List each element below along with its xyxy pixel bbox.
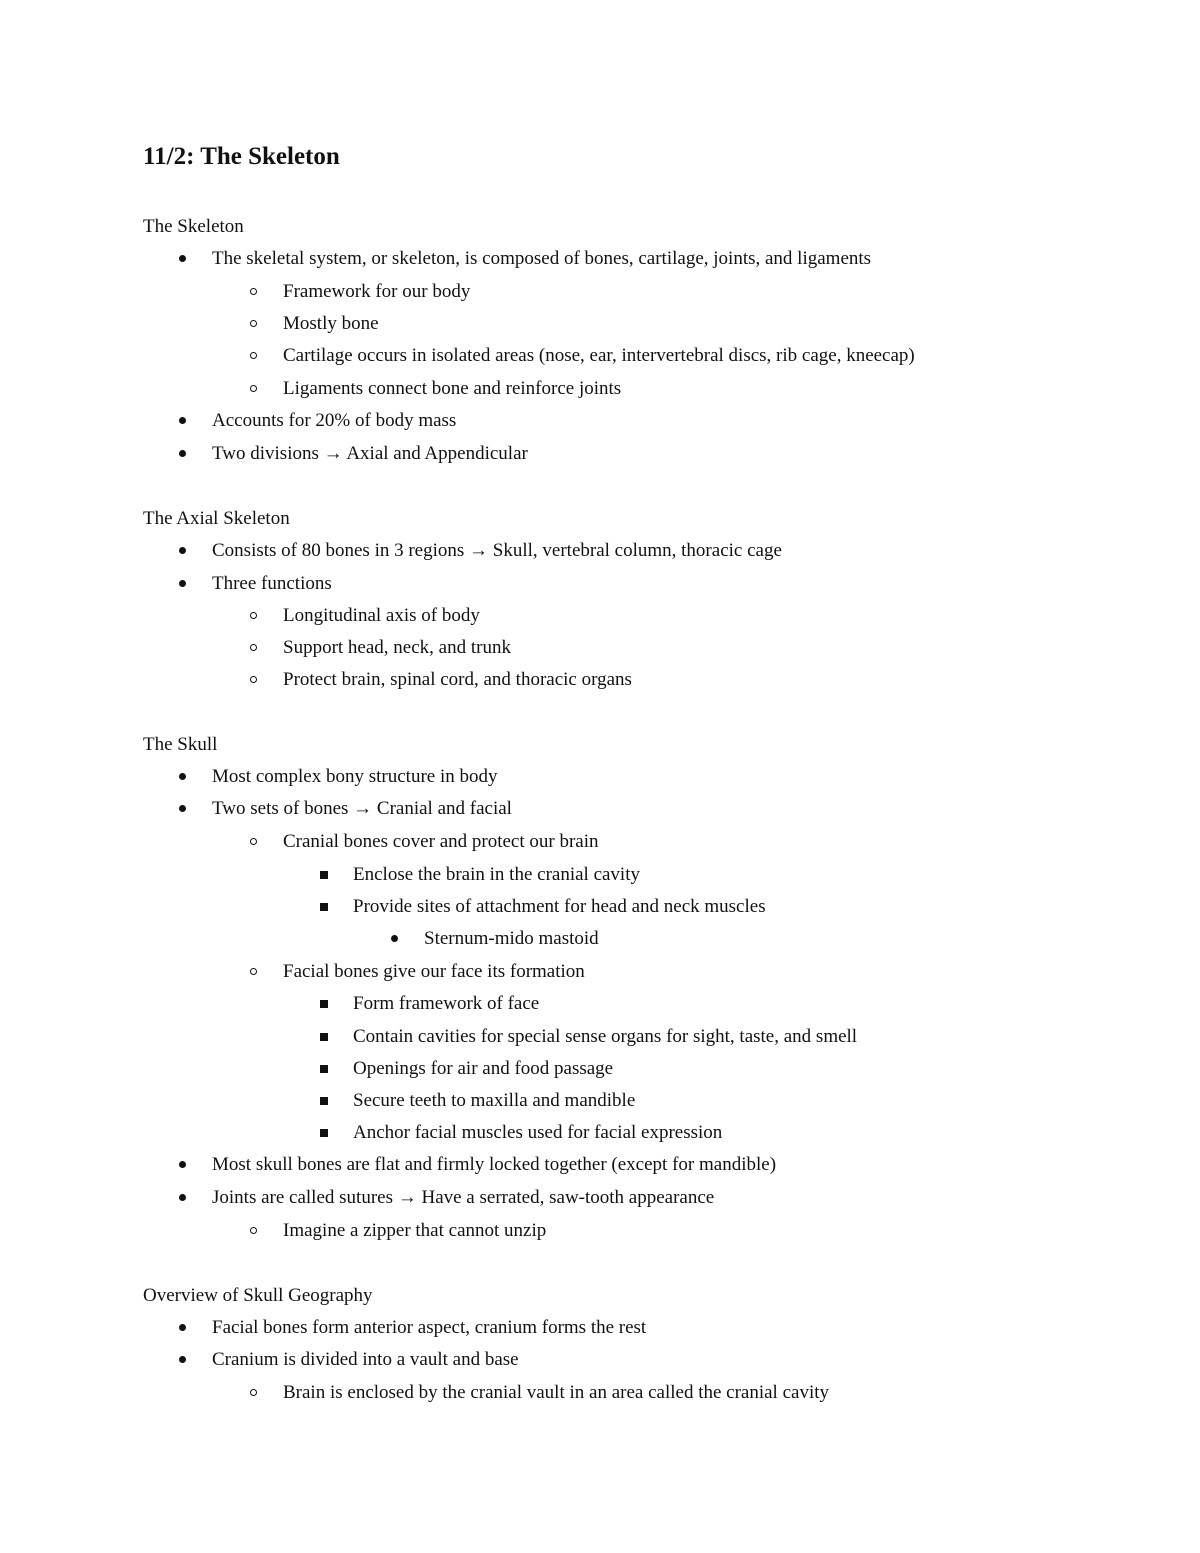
bullet-disc xyxy=(179,1161,186,1168)
bullet-disc xyxy=(391,935,398,942)
bullet-disc xyxy=(179,417,186,424)
bullet-circle xyxy=(250,1227,257,1234)
list-item: Most complex bony structure in body xyxy=(212,766,498,787)
list-item: Enclose the brain in the cranial cavity xyxy=(353,864,640,885)
bullet-disc xyxy=(179,547,186,554)
bullet-circle xyxy=(250,352,257,359)
section-heading: The Axial Skeleton xyxy=(143,508,290,529)
list-item: Imagine a zipper that cannot unzip xyxy=(283,1220,547,1241)
bullet-circle xyxy=(250,385,257,392)
list-item: Three functions xyxy=(212,573,332,594)
bullet-disc xyxy=(179,1194,186,1201)
bullet-disc xyxy=(179,1356,186,1363)
bullet-circle xyxy=(250,676,257,683)
bullet-square xyxy=(320,1000,328,1008)
list-item: Consists of 80 bones in 3 regions → Skull, vertebral column, thoracic cage xyxy=(212,540,782,561)
bullet-square xyxy=(320,1129,328,1137)
section-heading: Overview of Skull Geography xyxy=(143,1285,373,1306)
list-item: Two divisions → Axial and Appendicular xyxy=(212,443,528,464)
list-item: Ligaments connect bone and reinforce joints xyxy=(283,378,622,399)
section-heading: The Skeleton xyxy=(143,216,244,237)
bullet-circle xyxy=(250,1389,257,1396)
list-item: Cranial bones cover and protect our brain xyxy=(283,831,599,852)
bullet-circle xyxy=(250,320,257,327)
bullet-square xyxy=(320,903,328,911)
list-item: Joints are called sutures → Have a serrated, saw-tooth appearance xyxy=(212,1187,715,1208)
bullet-disc xyxy=(179,805,186,812)
list-item: Mostly bone xyxy=(283,313,379,334)
list-item: Form framework of face xyxy=(353,993,540,1014)
list-item: Contain cavities for special sense organs for sight, taste, and smell xyxy=(353,1026,858,1047)
list-item: The skeletal system, or skeleton, is composed of bones, cartilage, joints, and ligaments xyxy=(212,248,872,269)
bullet-disc xyxy=(179,1324,186,1331)
list-item: Sternum-mido mastoid xyxy=(424,928,599,949)
list-item: Cranium is divided into a vault and base xyxy=(212,1349,519,1370)
bullet-disc xyxy=(179,773,186,780)
list-item: Framework for our body xyxy=(283,281,471,302)
list-item: Most skull bones are flat and firmly locked together (except for mandible) xyxy=(212,1154,777,1175)
bullet-circle xyxy=(250,644,257,651)
list-item: Facial bones form anterior aspect, cranium forms the rest xyxy=(212,1317,647,1338)
list-item: Anchor facial muscles used for facial expression xyxy=(353,1122,723,1143)
list-item: Secure teeth to maxilla and mandible xyxy=(353,1090,636,1111)
page-title: 11/2: The Skeleton xyxy=(143,143,340,170)
bullet-square xyxy=(320,1033,328,1041)
bullet-circle xyxy=(250,968,257,975)
section-heading: The Skull xyxy=(143,734,218,755)
bullet-square xyxy=(320,1097,328,1105)
list-item: Openings for air and food passage xyxy=(353,1058,614,1079)
bullet-circle xyxy=(250,612,257,619)
bullet-square xyxy=(320,1065,328,1073)
list-item: Accounts for 20% of body mass xyxy=(212,410,457,431)
list-item: Protect brain, spinal cord, and thoracic organs xyxy=(283,669,632,690)
bullet-circle xyxy=(250,288,257,295)
list-item: Cartilage occurs in isolated areas (nose, ear, intervertebral discs, rib cage, kneecap) xyxy=(283,345,915,366)
bullet-disc xyxy=(179,450,186,457)
bullet-disc xyxy=(179,580,186,587)
bullet-disc xyxy=(179,255,186,262)
list-item: Support head, neck, and trunk xyxy=(283,637,511,658)
list-item: Longitudinal axis of body xyxy=(283,605,480,626)
list-item: Facial bones give our face its formation xyxy=(283,961,585,982)
list-item: Provide sites of attachment for head and neck muscles xyxy=(353,896,766,917)
bullet-square xyxy=(320,871,328,879)
bullet-circle xyxy=(250,838,257,845)
list-item: Two sets of bones → Cranial and facial xyxy=(212,798,512,819)
list-item: Brain is enclosed by the cranial vault in an area called the cranial cavity xyxy=(283,1382,830,1403)
